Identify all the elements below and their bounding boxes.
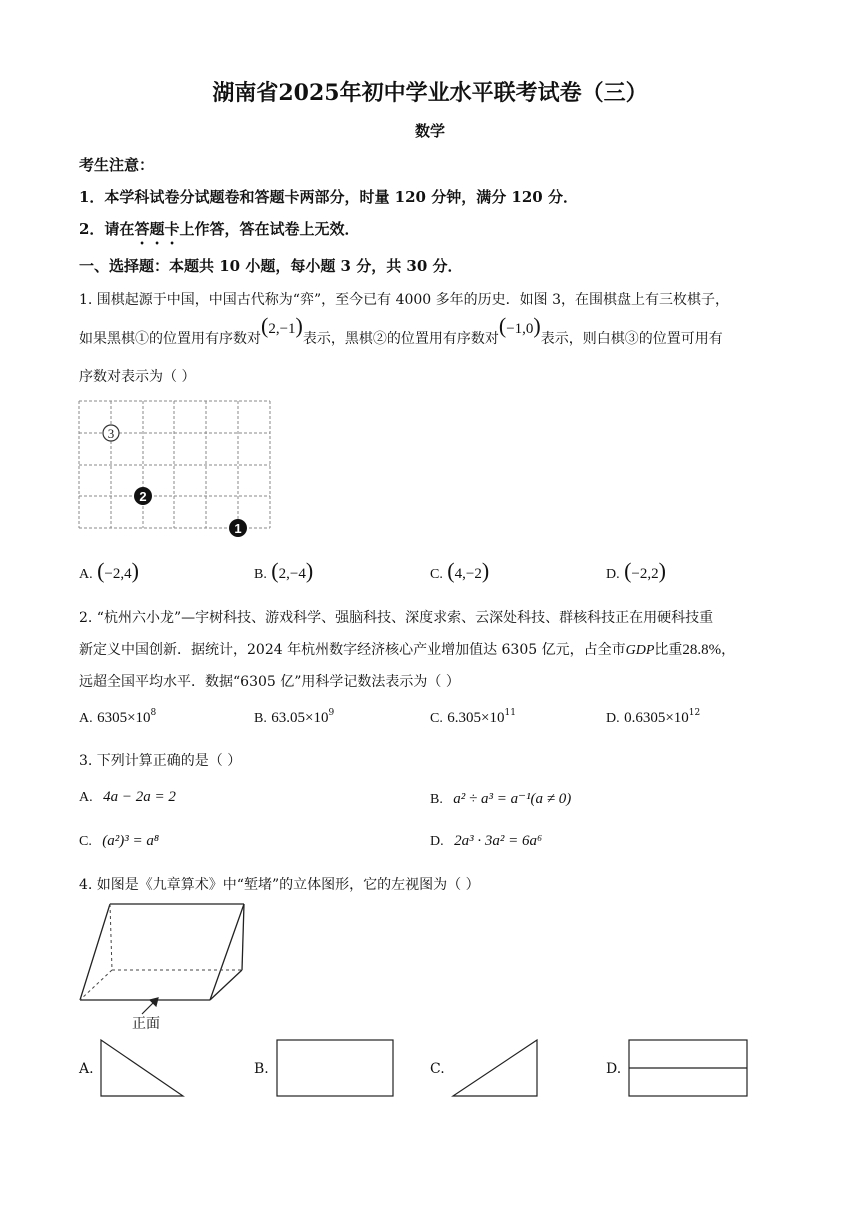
q1-option-a[interactable]	[79, 558, 139, 584]
option-letter: D.	[430, 834, 444, 849]
black-stone-1	[229, 519, 247, 537]
option-base: 6.305×10	[447, 710, 505, 726]
q2-percentage: 28.8%	[682, 642, 722, 658]
option-expression: 2a³ · 3a² = 6a⁶	[454, 833, 543, 849]
q2-option-a[interactable]	[79, 710, 156, 727]
q2-option-b[interactable]	[254, 710, 334, 727]
notice-item-2-suffix: 上作答，答在试卷上无效．	[179, 220, 360, 238]
q1-coord-1-value: 2,−1	[268, 321, 296, 337]
notice-item-2	[79, 218, 359, 248]
option-paren: (−2,2)	[624, 558, 666, 583]
q1-option-d[interactable]	[606, 558, 666, 584]
option-expression: (a²)³ = a⁸	[102, 833, 160, 849]
option-value: −2,4	[104, 566, 132, 582]
q4-option-a-letter[interactable]: A.	[79, 1061, 94, 1077]
q2-line-2-b: 比重	[654, 642, 683, 658]
q1-line-3: 序数对表示为（ ）	[79, 369, 196, 385]
q4-option-a-shape[interactable]	[98, 1037, 188, 1099]
qiandu-solid-figure	[74, 896, 254, 1036]
go-board-grid	[79, 401, 270, 528]
q1-coord-2-value: −1,0	[506, 321, 534, 337]
option-exponent: 11	[504, 708, 516, 718]
option-value: 2,−4	[278, 566, 306, 582]
q4-option-b-letter[interactable]: B.	[254, 1061, 269, 1077]
svg-text:1: 1	[234, 521, 242, 536]
q3-option-a[interactable]	[79, 789, 176, 806]
q2-option-d[interactable]	[606, 710, 700, 727]
q2-line-3: 远超全国平均水平．数据“6305 亿”用科学记数法表示为（ ）	[79, 674, 460, 690]
section-heading: 一、选择题：本题共 10 小题，每小题 3 分，共 30 分．	[79, 257, 463, 275]
q4-option-c-shape[interactable]	[450, 1037, 542, 1099]
option-letter: A.	[79, 567, 93, 582]
option-letter: D.	[606, 567, 620, 582]
q3-option-c[interactable]	[79, 833, 159, 850]
option-base: 63.05×10	[271, 710, 329, 726]
q1-option-b[interactable]	[254, 558, 313, 584]
option-letter: A.	[79, 711, 93, 726]
notice-item-1: 1．本学科试卷分试题卷和答题卡两部分，时量 120 分钟，满分 120 分．	[79, 188, 578, 206]
option-exponent: 12	[688, 708, 701, 718]
q1-line-2-c: 表示，则白棋③的位置可用有	[540, 331, 723, 347]
option-letter: B.	[254, 567, 267, 582]
notice-item-2-prefix: 2．请在	[79, 220, 135, 238]
option-paren: (2,−4)	[271, 558, 314, 583]
q1-option-c[interactable]	[430, 558, 489, 584]
q1-coord-1: (2,−1)	[261, 313, 303, 338]
q4-stem: 4. 如图是《九章算术》中“堑堵”的立体图形，它的左视图为（ ）	[79, 877, 480, 893]
option-letter: D.	[606, 711, 620, 726]
front-face-label: 正面	[132, 1016, 160, 1032]
page-title: 湖南省2025年初中学业水平联考试卷（三）	[212, 80, 648, 106]
option-base: 6305×10	[97, 710, 151, 726]
q3-option-d[interactable]	[430, 833, 542, 850]
option-exponent: 8	[150, 708, 157, 718]
q2-gdp: GDP	[625, 643, 655, 658]
option-letter: B.	[254, 711, 267, 726]
option-base: 0.6305×10	[624, 710, 689, 726]
option-paren: (4,−2)	[447, 558, 490, 583]
option-letter: A.	[79, 790, 93, 805]
q2-line-2-c: ，	[721, 642, 736, 658]
q3-option-b[interactable]	[430, 789, 571, 808]
q2-line-1: 2. “杭州六小龙”—宇树科技、游戏科学、强脑科技、深度求索、云深处科技、群核科技正在用硬科技重	[79, 610, 714, 626]
white-stone-3	[103, 425, 119, 441]
black-stone-2	[134, 487, 152, 505]
option-expression: a² ÷ a³ = a⁻¹(a ≠ 0)	[453, 791, 572, 807]
option-letter: C.	[79, 834, 92, 849]
q2-line-2-a: 新定义中国创新．据统计，2024 年杭州数字经济核心产业增加值达 6305 亿元，占全市	[79, 642, 626, 658]
go-board-figure	[74, 396, 279, 542]
q1-line-1: 1. 围棋起源于中国，中国古代称为“弈”，至今已有 4000 多年的历史．如图 3，在围棋盘上有三枚棋子，	[79, 292, 730, 308]
option-letter: C.	[430, 567, 443, 582]
q4-option-d-shape[interactable]	[626, 1037, 750, 1099]
subject-label: 数学	[414, 122, 445, 140]
q1-coord-2: (−1,0)	[498, 313, 541, 338]
q1-line-2	[79, 313, 723, 349]
q4-option-c-letter[interactable]: C.	[430, 1061, 445, 1077]
option-value: 4,−2	[454, 566, 482, 582]
q4-option-b-shape[interactable]	[274, 1037, 396, 1099]
option-paren: (−2,4)	[97, 558, 139, 583]
notice-heading: 考生注意：	[79, 156, 155, 174]
option-value: −2,2	[631, 566, 659, 582]
q1-line-2-a: 如果黑棋①的位置用有序数对	[79, 331, 261, 347]
notice-item-2-emphasis: 答题卡	[134, 220, 180, 238]
option-letter: B.	[430, 792, 443, 807]
q2-line-2	[79, 639, 735, 659]
svg-text:2: 2	[139, 489, 147, 504]
q1-line-2-b: 表示，黑棋②的位置用有序数对	[302, 331, 499, 347]
option-expression: 4a − 2a = 2	[103, 789, 176, 805]
q4-option-d-letter[interactable]: D.	[606, 1061, 622, 1077]
q3-stem: 3. 下列计算正确的是（ ）	[79, 753, 242, 769]
q2-option-c[interactable]	[430, 710, 516, 727]
svg-text:3: 3	[107, 426, 115, 441]
option-letter: C.	[430, 711, 443, 726]
option-exponent: 9	[328, 708, 335, 718]
